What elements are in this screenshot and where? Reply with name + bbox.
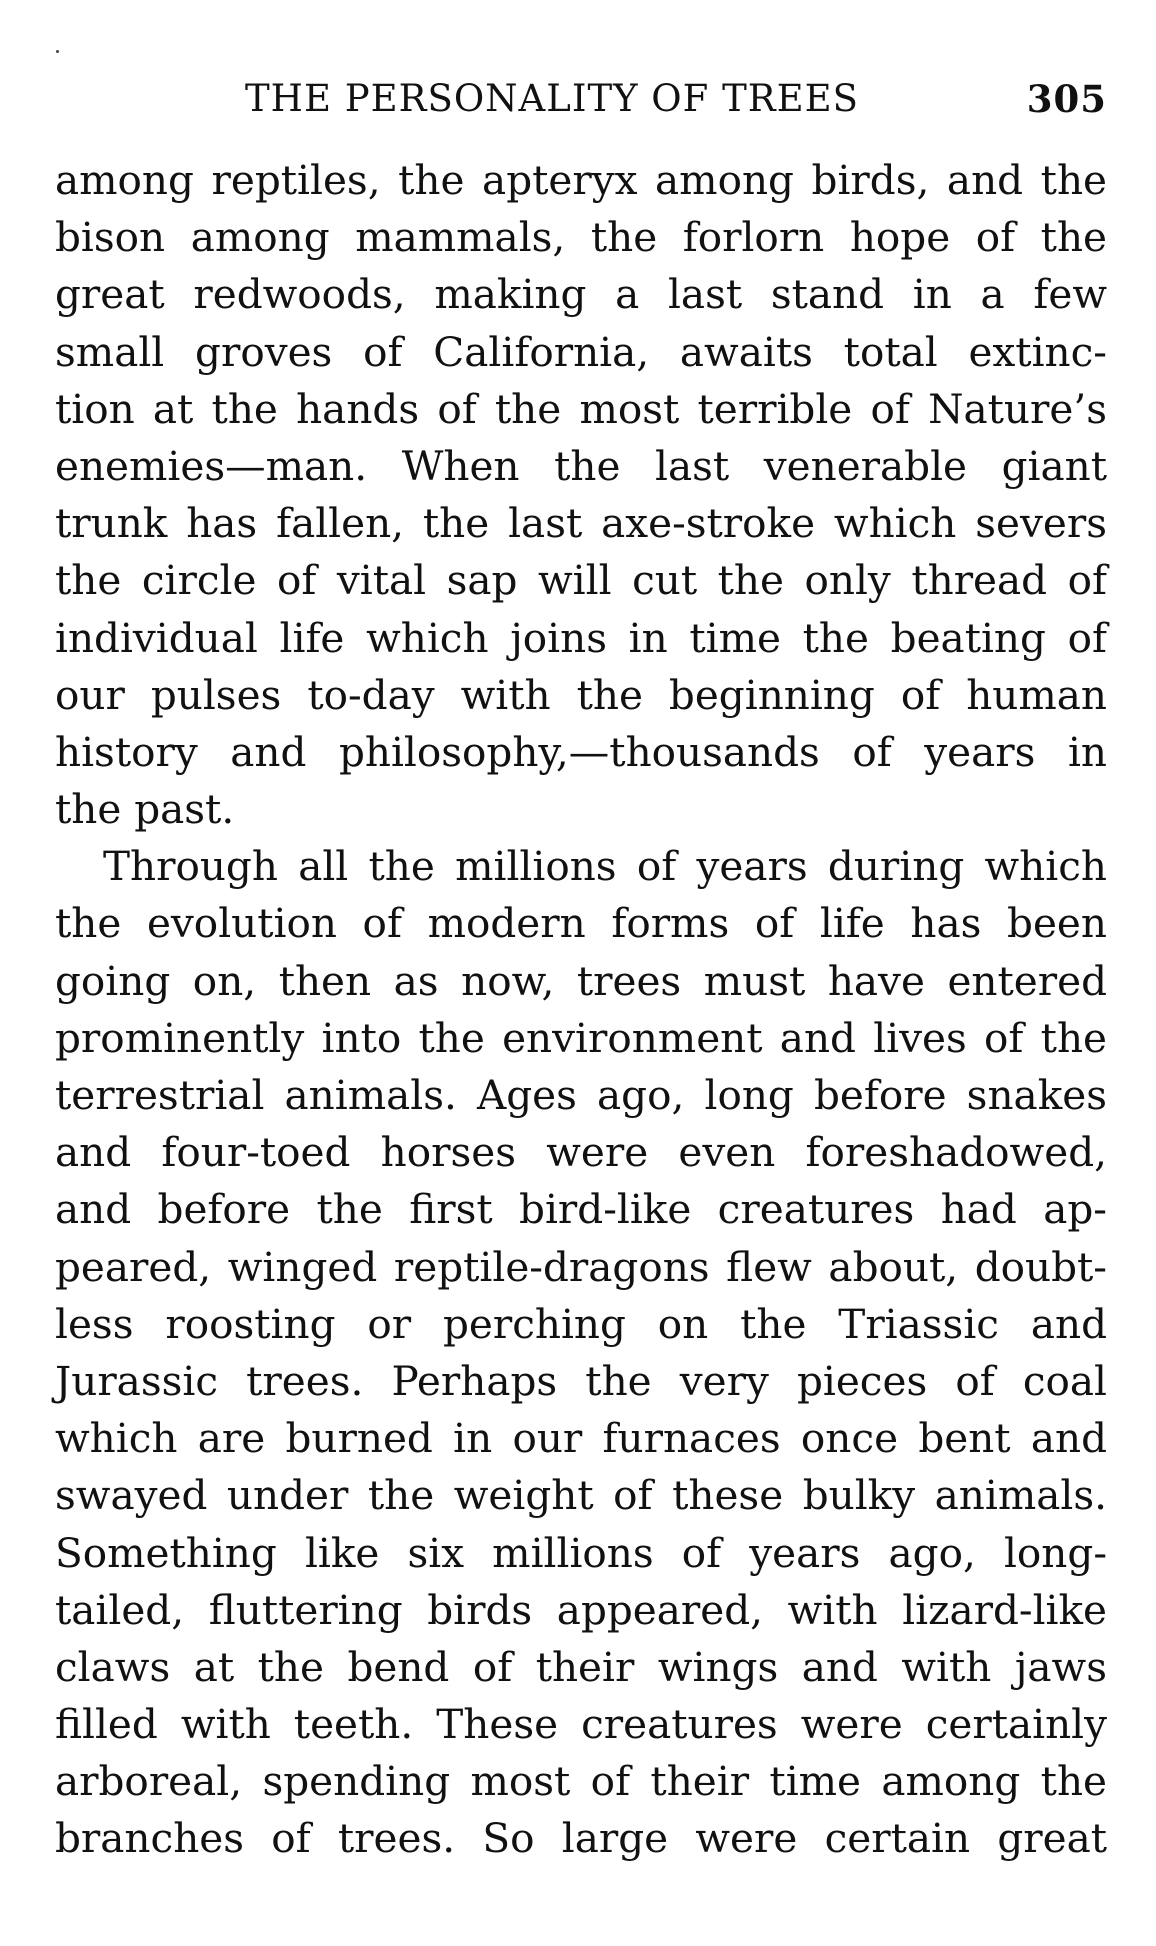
paragraph-1: [55, 152, 1107, 838]
text-line: Something like six millions of years ago, long-: [55, 1528, 1107, 1577]
running-head: [55, 74, 1107, 124]
text-line: among reptiles, the apteryx among birds, and the: [55, 156, 1107, 204]
page-number: 305: [1026, 77, 1107, 121]
text-line: less roosting or perching on the Triassic and: [55, 1299, 1107, 1348]
text-line: terrestrial animals. Ages ago, long before snakes: [55, 1071, 1107, 1119]
text-line: the evolution of modern forms of life has been: [55, 899, 1107, 948]
text-line: individual life which joins in time the beating of: [55, 613, 1107, 662]
text-line: claws at the bend of their wings and with jaws: [55, 1642, 1107, 1691]
text-line: arboreal, spending most of their time among the: [55, 1757, 1107, 1806]
text-line: trunk has fallen, the last axe-stroke which severs: [55, 499, 1107, 548]
text-line: prominently into the environment and lives of the: [55, 1013, 1107, 1062]
text-line: bison among mammals, the forlorn hope of the: [55, 213, 1107, 262]
print-speck: [56, 50, 59, 53]
text-line: and before the first bird-like creatures had ap-: [55, 1185, 1107, 1234]
text-line: filled with teeth. These creatures were certainly: [55, 1700, 1107, 1749]
text-line: tion at the hands of the most terrible of Nature’s: [55, 384, 1107, 433]
text-line: which are burned in our furnaces once bent and: [55, 1414, 1107, 1463]
body-text: [55, 152, 1107, 1868]
text-line: Through all the millions of years during which: [103, 842, 1107, 891]
text-line: peared, winged reptile-dragons flew about, doubt-: [55, 1242, 1107, 1291]
text-line: branches of trees. So large were certain great: [55, 1814, 1107, 1863]
text-line: great redwoods, making a last stand in a few: [55, 270, 1107, 319]
paragraph-2: [55, 838, 1107, 1867]
text-line: the circle of vital sap will cut the only thread of: [55, 556, 1107, 605]
text-line: the past.: [55, 785, 235, 834]
running-head-title: THE PERSONALITY OF TREES: [245, 77, 859, 120]
text-line: our pulses to-day with the beginning of human: [55, 670, 1107, 719]
text-line: history and philosophy,—thousands of years in: [55, 727, 1107, 776]
text-line: swayed under the weight of these bulky animals.: [55, 1471, 1107, 1520]
text-line: small groves of California, awaits total extinc-: [55, 327, 1107, 376]
text-line: and four-toed horses were even foreshadowed,: [55, 1128, 1107, 1177]
text-line: going on, then as now, trees must have entered: [55, 956, 1107, 1005]
text-line: Jurassic trees. Perhaps the very pieces of coal: [55, 1356, 1107, 1405]
text-line: tailed, fluttering birds appeared, with lizard-like: [55, 1585, 1107, 1634]
text-line: enemies—man. When the last venerable giant: [55, 441, 1107, 490]
